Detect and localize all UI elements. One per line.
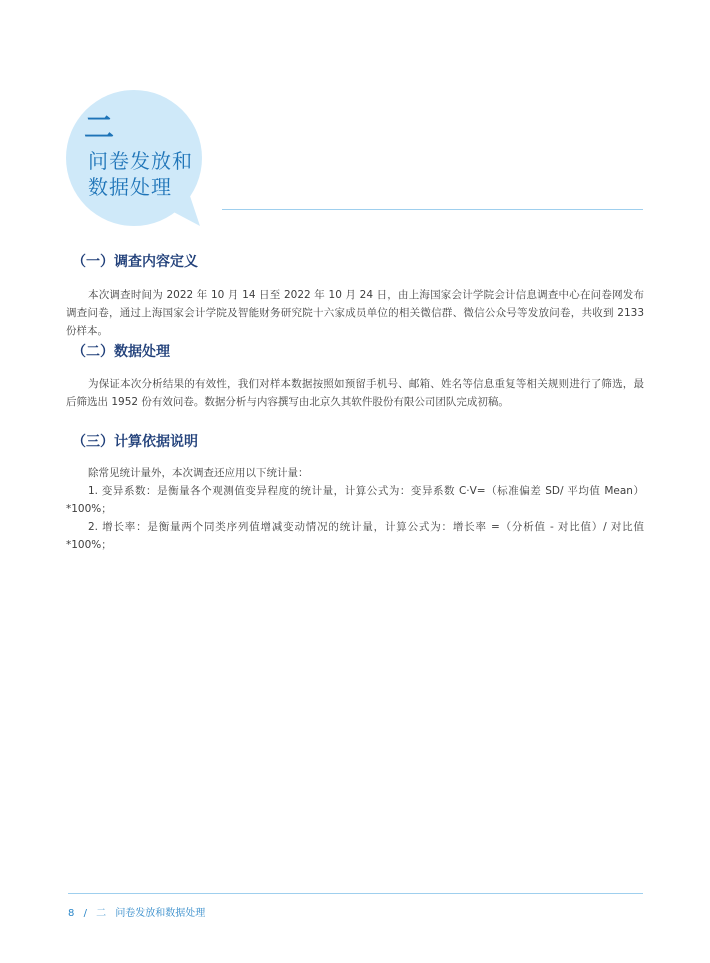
- footer-divider: [68, 893, 643, 894]
- header-divider: [222, 209, 643, 210]
- paragraph: 为保证本次分析结果的有效性，我们对样本数据按照如预留手机号、邮箱、姓名等信息重复等相关规则进行了筛选，最后筛选出 1952 份有效问卷。数据分析与内容撰写由北京久其软件股份有限公司团队完成初稿。: [66, 378, 644, 408]
- paragraph: 本次调查时间为 2022 年 10 月 14 日至 2022 年 10 月 24 日，由上海国家会计学院会计信息调查中心在问卷网发布调查问卷，通过上海国家会计学院及智能财务研究院十六家成员单位的相关微信群、微信公众号等发放问卷，共收到 2133 份样本。: [66, 289, 644, 337]
- chapter-number: 二: [84, 111, 114, 146]
- paragraph: 1. 变异系数：是衡量各个观测值变异程度的统计量，计算公式为：变异系数 C·V=（标准偏差 SD/ 平均值 Mean）*100%；: [66, 485, 644, 515]
- section-heading-3: （三）计算依据说明: [72, 434, 198, 450]
- section-body-2: [66, 375, 644, 411]
- section-heading-2: （二）数据处理: [72, 344, 170, 360]
- footer-separator: /: [83, 908, 87, 919]
- paragraph: 除常见统计量外，本次调查还应用以下统计量：: [88, 467, 309, 479]
- section-heading-1: （一）调查内容定义: [72, 254, 198, 270]
- chapter-title-line2: 数据处理: [88, 175, 172, 199]
- footer-chapter-number: 二: [96, 908, 107, 919]
- section-body-1: [66, 286, 644, 340]
- page-footer: [68, 904, 211, 919]
- chapter-title: [88, 148, 208, 200]
- page-number: 8: [68, 908, 75, 919]
- footer-chapter-title: 问卷发放和数据处理: [115, 908, 206, 919]
- chapter-title-line1: 问卷发放和: [88, 149, 193, 173]
- chapter-badge: [62, 86, 212, 236]
- paragraph: 2. 增长率：是衡量两个同类序列值增减变动情况的统计量，计算公式为：增长率 =（分析值 - 对比值）/ 对比值 *100%；: [66, 521, 644, 551]
- section-body-3: [66, 464, 644, 554]
